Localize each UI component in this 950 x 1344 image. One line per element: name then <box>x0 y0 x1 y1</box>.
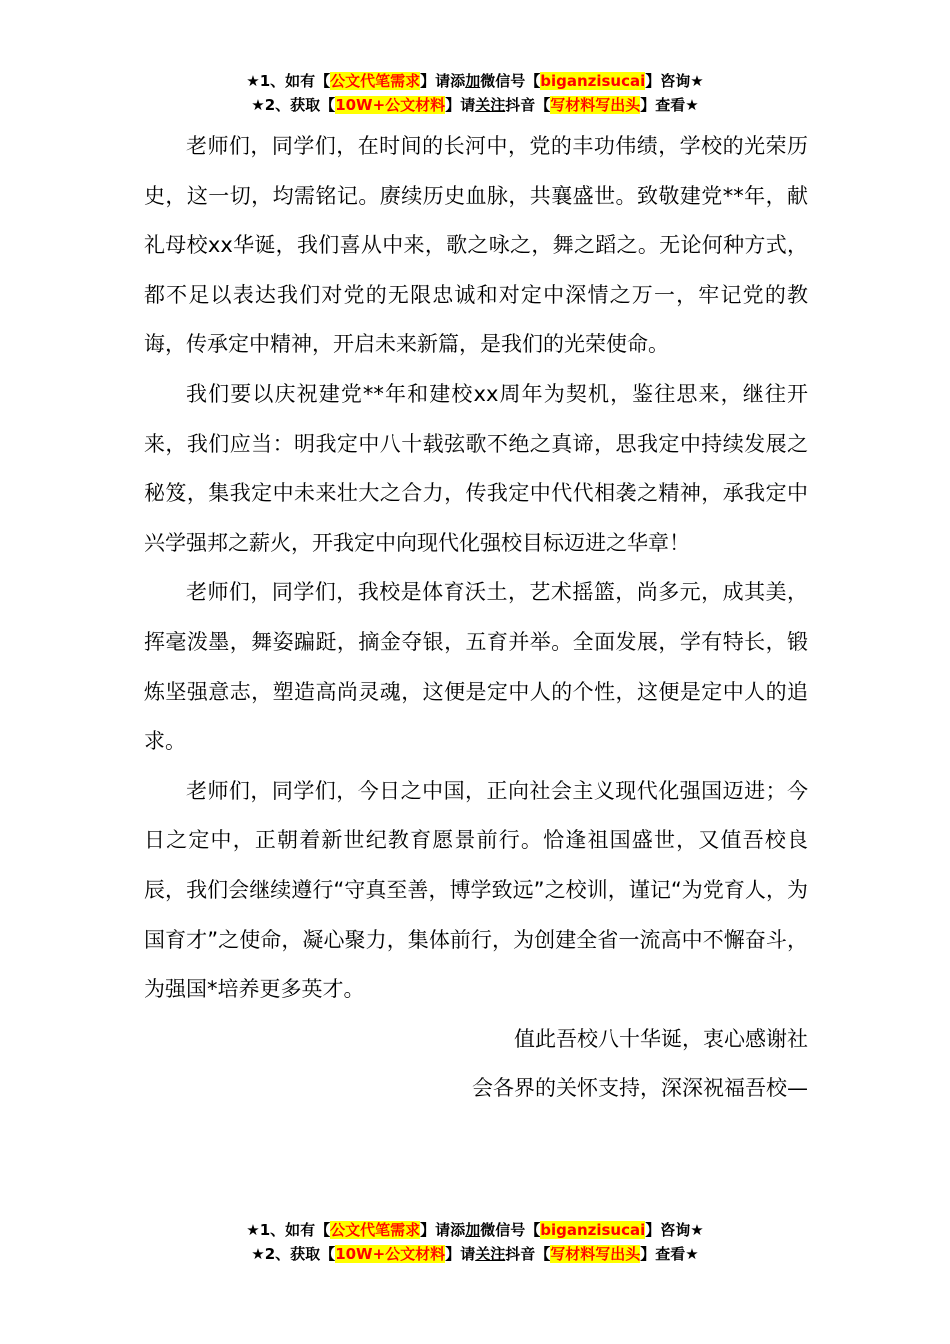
promo-underline: 关注 <box>475 96 506 114</box>
header-promo-banner <box>0 69 950 117</box>
promo-underline: 关注 <box>475 1245 506 1263</box>
promo-text: 】查看★ <box>640 1245 699 1263</box>
promo-text: 】咨询★ <box>645 1221 704 1239</box>
promo-text: 】请添 <box>420 72 466 90</box>
closing-line-1: 值此吾校八十华诞，衷心感谢社 <box>514 1026 808 1051</box>
promo-highlight: 10W+公文材料 <box>335 1245 446 1263</box>
promo-wechat-id: biganzisucai <box>540 1221 646 1239</box>
promo-text: ★2、获取【 <box>251 96 336 114</box>
promo-underline: 加 <box>465 72 481 90</box>
promo-text: 微信号【 <box>480 72 541 90</box>
promo-text: 】请添 <box>420 1221 466 1239</box>
promo-text: 微信号【 <box>480 1221 541 1239</box>
promo-douyin-id: 写材料写出头 <box>550 1245 641 1263</box>
promo-highlight: 10W+公文材料 <box>335 96 446 114</box>
promo-text: 抖音【 <box>505 1245 551 1263</box>
promo-text: ★1、如有【 <box>246 72 331 90</box>
document-body <box>144 122 808 1114</box>
promo-text: 抖音【 <box>505 96 551 114</box>
closing-line-2: 会各界的关怀支持，深深祝福吾校— <box>472 1076 808 1101</box>
paragraph-2: 我们要以庆祝建党**年和建校xx周年为契机，鉴往思来，继往开来，我们应当：明我定中八十载弦歌不绝之真谛，思我定中持续发展之秘笈，集我定中未来壮大之合力，传我定中代代相袭之精神，承我定中兴学强邦之薪火，开我定中向现代化强校目标迈进之华章！ <box>144 381 808 555</box>
paragraph-3: 老师们，同学们，我校是体育沃土，艺术摇篮，尚多元，成其美，挥毫泼墨，舞姿蹁跹，摘金夺银，五育并举。全面发展，学有特长，锻炼坚强意志，塑造高尚灵魂，这便是定中人的个性，这便是定中人的追求。 <box>144 580 808 754</box>
promo-line-1 <box>0 69 950 93</box>
promo-wechat-id: biganzisucai <box>540 72 646 90</box>
promo-text: ★2、获取【 <box>251 1245 336 1263</box>
promo-highlight: 公文代笔需求 <box>330 1221 421 1239</box>
paragraph-4: 老师们，同学们，今日之中国，正向社会主义现代化强国迈进；今日之定中，正朝着新世纪教育愿景前行。恰逢祖国盛世，又值吾校良辰，我们会继续遵行“守真至善，博学致远”之校训，谨记“为党育人，为国育才”之使命，凝心聚力，集体前行，为创建全省一流高中不懈奋斗，为强国*培养更多英才。 <box>144 778 808 1002</box>
promo-line-2 <box>0 1242 950 1266</box>
promo-text: ★1、如有【 <box>246 1221 331 1239</box>
promo-underline: 加 <box>465 1221 481 1239</box>
paragraph-1: 老师们，同学们，在时间的长河中，党的丰功伟绩，学校的光荣历史，这一切，均需铭记。赓续历史血脉，共襄盛世。致敬建党**年，献礼母校xx华诞，我们喜从中来，歌之咏之，舞之蹈之。无论何种方式，都不足以表达我们对党的无限忠诚和对定中深情之万一，牢记党的教诲，传承定中精神，开启未来新篇，是我们的光荣使命。 <box>144 134 808 357</box>
promo-text: 】请 <box>445 96 476 114</box>
promo-text: 】查看★ <box>640 96 699 114</box>
footer-promo-banner <box>0 1218 950 1266</box>
promo-text: 】请 <box>445 1245 476 1263</box>
promo-line-2 <box>0 93 950 117</box>
promo-douyin-id: 写材料写出头 <box>550 96 641 114</box>
promo-text: 】咨询★ <box>645 72 704 90</box>
promo-line-1 <box>0 1218 950 1242</box>
promo-highlight: 公文代笔需求 <box>330 72 421 90</box>
